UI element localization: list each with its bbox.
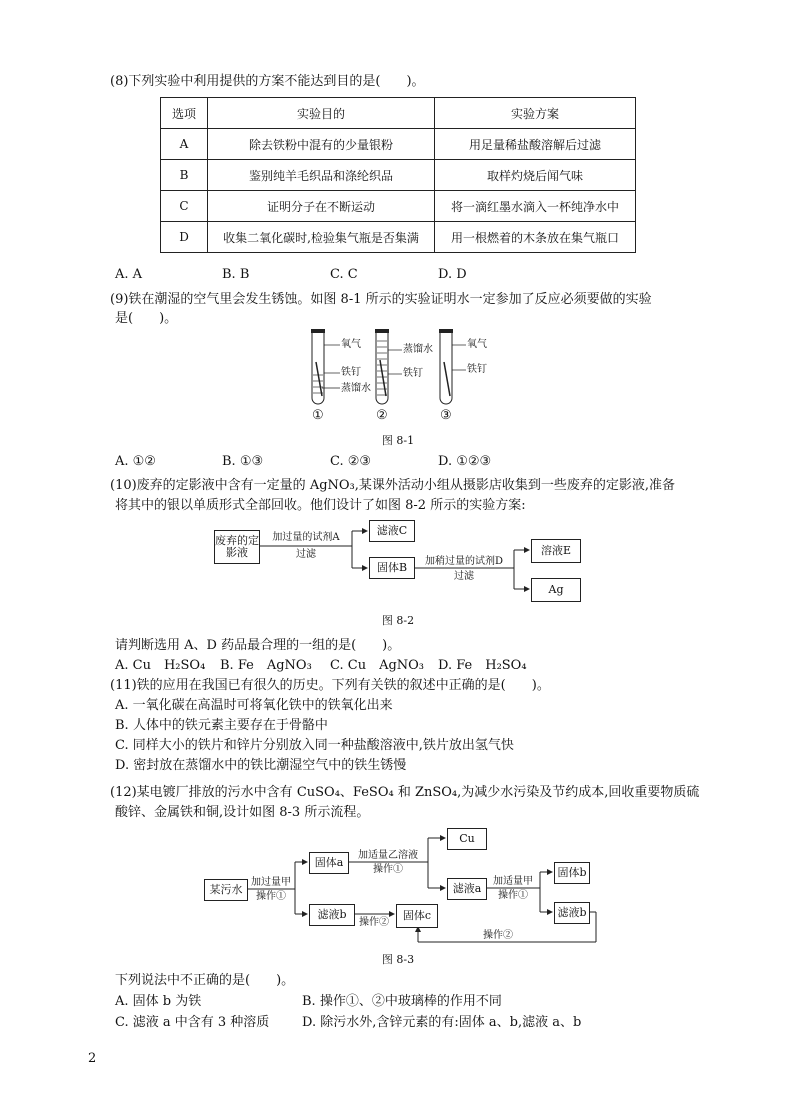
table-cell: C	[161, 191, 208, 222]
box-copper: Cu	[447, 828, 487, 850]
table-header: 实验目的	[208, 98, 435, 129]
label-filter-2: 过滤	[454, 571, 474, 582]
q8-stem: (8)下列实验中利用提供的方案不能达到目的是( )。	[110, 74, 425, 89]
q12-stem-line2: 酸锌、金属铁和铜,设计如图 8-3 所示流程。	[115, 805, 370, 820]
label-op1-c: 操作①	[498, 890, 528, 901]
label-op2-a: 操作②	[359, 917, 389, 928]
box-wastewater: 某污水	[204, 879, 248, 901]
box-filtrate-a: 滤液a	[447, 878, 487, 900]
q11-option-c: C. 同样大小的铁片和锌片分别放入同一种盐酸溶液中,铁片放出氢气快	[115, 738, 514, 753]
table-cell: 除去铁粉中混有的少量银粉	[208, 129, 435, 160]
q8-option-a: A. A	[115, 267, 143, 282]
q12-option-d: D. 除污水外,含锌元素的有:固体 a、b,滤液 a、b	[302, 1015, 582, 1030]
table-header: 实验方案	[435, 98, 636, 129]
table-cell: A	[161, 129, 208, 160]
box-waste-fixer: 废弃的定影液	[214, 530, 260, 564]
tube2-label-water: 蒸馏水	[403, 344, 433, 355]
q10-question: 请判断选用 A、D 药品最合理的一组的是( )。	[115, 638, 401, 653]
tube1-label-nail: 铁钉	[341, 367, 361, 378]
table-cell: D	[161, 222, 208, 253]
q11-stem: (11)铁的应用在我国已有很久的历史。下列有关铁的叙述中正确的是( )。	[110, 678, 550, 693]
label-filter-1: 过滤	[296, 549, 316, 560]
q11-option-a: A. 一氧化碳在高温时可将氧化铁中的铁氧化出来	[115, 698, 393, 713]
q8-option-b: B. B	[222, 267, 250, 282]
page-number: 2	[88, 1051, 97, 1066]
q12-stem-line1: (12)某电镀厂排放的污水中含有 CuSO₄、FeSO₄ 和 ZnSO₄,为减少水污染及节约成本,回收重要物质硫	[110, 785, 700, 800]
tube1-number: ①	[312, 408, 324, 423]
q10-stem-line1: (10)废弃的定影液中含有一定量的 AgNO₃,某课外活动小组从摄影店收集到一些废弃的定影液,准备	[110, 478, 676, 493]
q12-option-b: B. 操作①、②中玻璃棒的作用不同	[302, 994, 502, 1009]
label-add-excess-a: 加过量甲	[251, 877, 291, 888]
box-silver: Ag	[531, 578, 581, 602]
label-add-reagent-d: 加稍过量的试剂D	[424, 556, 504, 567]
q9-option-a: A. ①②	[115, 454, 156, 469]
table-cell: 用足量稀盐酸溶解后过滤	[435, 129, 636, 160]
tube1-label-oxygen: 氧气	[341, 339, 361, 350]
label-op1-b: 操作①	[373, 864, 403, 875]
q9-stem-line2: 是( )。	[115, 311, 178, 326]
q9-stem-line1: (9)铁在潮湿的空气里会发生锈蚀。如图 8-1 所示的实验证明水一定参加了反应必须要做的实验	[110, 292, 652, 307]
table-cell: 收集二氧化碳时,检验集气瓶是否集满	[208, 222, 435, 253]
label-add-reagent-a: 加过量的试剂A	[272, 532, 340, 543]
tube3-label-nail: 铁钉	[467, 364, 487, 375]
box-solid-b: 固体B	[369, 557, 415, 579]
table-cell: 用一根燃着的木条放在集气瓶口	[435, 222, 636, 253]
tube3-label-oxygen: 氧气	[467, 339, 487, 350]
tube3-number: ③	[440, 408, 452, 423]
table-header: 选项	[161, 98, 208, 129]
q11-option-b: B. 人体中的铁元素主要存在于骨骼中	[115, 718, 328, 733]
figure-8-2-caption: 图 8-2	[381, 614, 415, 627]
table-cell: B	[161, 160, 208, 191]
box-filtrate-b-right: 滤液b	[554, 902, 590, 924]
q10-option-b: B. Fe AgNO₃	[220, 658, 312, 673]
box-solid-a: 固体a	[309, 852, 349, 874]
q10-option-a: A. Cu H₂SO₄	[115, 658, 206, 673]
q8-option-c: C. C	[330, 267, 358, 282]
q10-stem-line2: 将其中的银以单质形式全部回收。他们设计了如图 8-2 所示的实验方案:	[115, 498, 526, 513]
table-cell: 取样灼烧后闻气味	[435, 160, 636, 191]
label-op2-b: 操作②	[483, 930, 513, 941]
box-solid-b: 固体b	[554, 862, 590, 884]
q9-option-d: D. ①②③	[438, 454, 492, 469]
label-add-acid: 加适量乙溶液	[358, 850, 418, 861]
q8-option-d: D. D	[438, 267, 467, 282]
q12-question: 下列说法中不正确的是( )。	[115, 973, 295, 988]
tube2-number: ②	[376, 408, 388, 423]
q9-option-c: C. ②③	[330, 454, 372, 469]
q12-option-a: A. 固体 b 为铁	[115, 994, 202, 1009]
q11-option-d: D. 密封放在蒸馏水中的铁比潮湿空气中的铁生锈慢	[115, 758, 407, 773]
q10-option-c: C. Cu AgNO₃	[330, 658, 425, 673]
q9-option-b: B. ①③	[222, 454, 264, 469]
box-filtrate-b: 滤液b	[309, 904, 355, 926]
q10-option-d: D. Fe H₂SO₄	[438, 658, 527, 673]
q12-option-c: C. 滤液 a 中含有 3 种溶质	[115, 1015, 270, 1030]
figure-8-3-caption: 图 8-3	[381, 953, 415, 966]
box-filtrate-c: 滤液C	[369, 520, 415, 542]
table-cell: 将一滴红墨水滴入一杯纯净水中	[435, 191, 636, 222]
tube1-label-water: 蒸馏水	[341, 383, 371, 394]
figure-8-1-caption: 图 8-1	[381, 434, 415, 447]
box-solution-e: 溶液E	[531, 539, 581, 563]
table-cell: 鉴别纯羊毛织品和涤纶织品	[208, 160, 435, 191]
tube2-label-nail: 铁钉	[403, 368, 423, 379]
label-op1-a: 操作①	[256, 891, 286, 902]
label-add-proper: 加适量甲	[493, 876, 533, 887]
box-solid-c: 固体c	[396, 904, 438, 928]
table-cell: 证明分子在不断运动	[208, 191, 435, 222]
